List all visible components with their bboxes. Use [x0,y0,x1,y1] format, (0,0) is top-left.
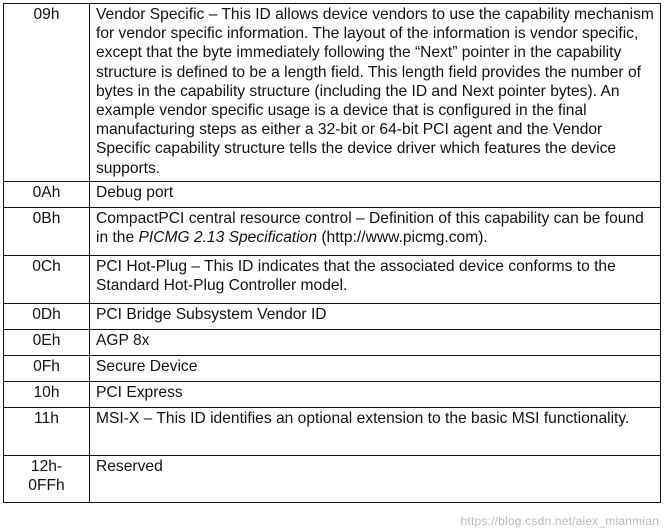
capability-description: Secure Device [90,356,661,382]
table-row [4,382,661,408]
table-row [4,456,661,503]
capability-description: AGP 8x [90,330,661,356]
capability-id: 0Eh [4,330,90,356]
table-row [4,408,661,456]
spec-title-italic: PICMG 2.13 Specification [138,229,318,247]
capability-id-table [3,3,661,503]
table-row [4,330,661,356]
capability-id: 0Dh [4,304,90,330]
table-row [4,208,661,256]
id-range-start: 12h- [30,458,63,475]
capability-id: 09h [4,4,90,182]
capability-id: 0Bh [4,208,90,256]
description-text: CompactPCI central resource control – Definition of this capability can be found in the [96,210,644,247]
id-range-end: 0FFh [28,477,65,495]
table-row [4,4,661,182]
capability-description: MSI-X – This ID identifies an optional extension to the basic MSI functionality. [90,408,661,456]
capability-description: Reserved [90,456,661,503]
watermark-url: https://blog.csdn.net/alex_mianmian [460,514,659,528]
capability-id-range [4,456,90,503]
table-row [4,304,661,330]
table-row [4,256,661,304]
capability-description: PCI Express [90,382,661,408]
table-row [4,356,661,382]
capability-id: 0Ch [4,256,90,304]
table-row [4,182,661,208]
capability-description: Vendor Specific – This ID allows device vendors to use the capability mechanism for vendor specific information. The layout of the information is vendor specific, except that the byte immediately following the “Next” pointer in the capability structure is defined to be a length field. This length field provides the number of bytes in the capability structure (including the ID and Next pointer bytes). An example vendor specific usage is a device that is configured in the final manufacturing steps as either a 32-bit or 64-bit PCI agent and the Vendor Specific capability structure tells the device driver which features the device supports. [90,4,661,182]
capability-description: PCI Bridge Subsystem Vendor ID [90,304,661,330]
capability-description: PCI Hot-Plug – This ID indicates that the associated device conforms to the Standard Hot-Plug Controller model. [90,256,661,304]
capability-description: Debug port [90,182,661,208]
capability-description [90,208,661,256]
capability-id: 10h [4,382,90,408]
capability-id: 0Fh [4,356,90,382]
capability-id: 0Ah [4,182,90,208]
capability-id: 11h [4,408,90,456]
description-text: (http://www.picmg.com). [317,229,488,247]
